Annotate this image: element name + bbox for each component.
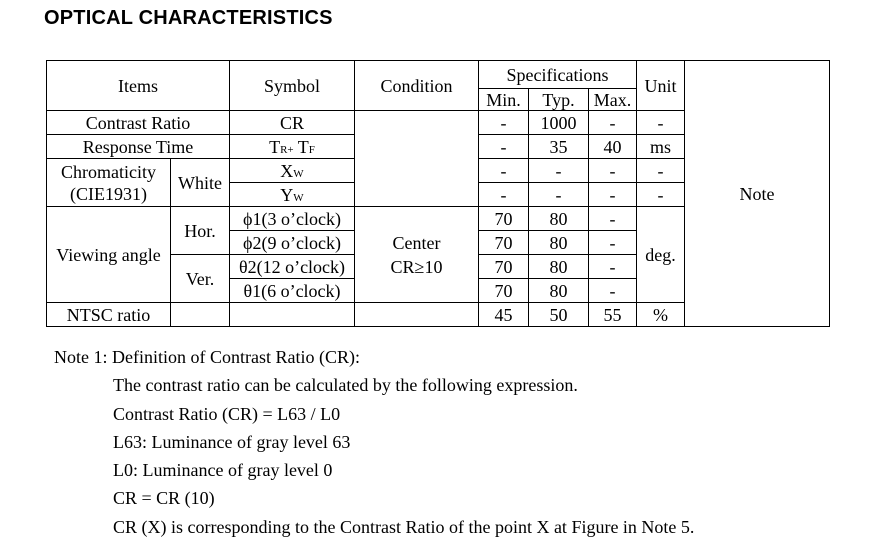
symbol-theta1: θ1(6 o’clock) bbox=[230, 279, 355, 303]
ntsc-condition-empty bbox=[355, 303, 479, 327]
note-1-heading: Note 1: Definition of Contrast Ratio (CR): bbox=[54, 347, 360, 367]
ntsc-unit: % bbox=[637, 303, 685, 327]
viewing-unit: deg. bbox=[637, 207, 685, 303]
theta1-min: 70 bbox=[479, 279, 529, 303]
contrast-max: - bbox=[589, 111, 637, 135]
symbol-cr: CR bbox=[230, 111, 355, 135]
symbol-theta2: θ2(12 o’clock) bbox=[230, 255, 355, 279]
xw-typ: - bbox=[529, 159, 589, 183]
theta2-typ: 80 bbox=[529, 255, 589, 279]
response-min: - bbox=[479, 135, 529, 159]
note-1-line: The contrast ratio can be calculated by the following expression. bbox=[113, 375, 578, 396]
header-condition: Condition bbox=[355, 61, 479, 111]
phi2-typ: 80 bbox=[529, 231, 589, 255]
ntsc-blank bbox=[171, 303, 230, 327]
ntsc-min: 45 bbox=[479, 303, 529, 327]
header-specifications: Specifications bbox=[479, 61, 637, 89]
phi2-min: 70 bbox=[479, 231, 529, 255]
header-min: Min. bbox=[479, 89, 529, 111]
item-white: White bbox=[171, 159, 230, 207]
header-symbol: Symbol bbox=[230, 61, 355, 111]
ntsc-max: 55 bbox=[589, 303, 637, 327]
symbol-xw: XW bbox=[230, 159, 355, 183]
section-title: OPTICAL CHARACTERISTICS bbox=[44, 7, 333, 29]
response-max: 40 bbox=[589, 135, 637, 159]
symbol-response: TR+ TF bbox=[230, 135, 355, 159]
theta1-typ: 80 bbox=[529, 279, 589, 303]
header-typ: Typ. bbox=[529, 89, 589, 111]
symbol-phi2: ϕ2(9 o’clock) bbox=[230, 231, 355, 255]
header-items: Items bbox=[47, 61, 230, 111]
header-unit: Unit bbox=[637, 61, 685, 111]
item-chromaticity: Chromaticity (CIE1931) bbox=[47, 159, 171, 207]
item-contrast: Contrast Ratio bbox=[47, 111, 230, 135]
xw-max: - bbox=[589, 159, 637, 183]
note-1-line: L0: Luminance of gray level 0 bbox=[113, 460, 333, 481]
contrast-min: - bbox=[479, 111, 529, 135]
contrast-typ: 1000 bbox=[529, 111, 589, 135]
item-viewing-angle: Viewing angle bbox=[47, 207, 171, 303]
theta2-max: - bbox=[589, 255, 637, 279]
note-1-line: L63: Luminance of gray level 63 bbox=[113, 431, 351, 452]
condition-empty bbox=[355, 111, 479, 207]
ntsc-symbol-empty bbox=[230, 303, 355, 327]
response-unit: ms bbox=[637, 135, 685, 159]
phi1-typ: 80 bbox=[529, 207, 589, 231]
note-1-line: CR = CR (10) bbox=[113, 488, 215, 509]
response-typ: 35 bbox=[529, 135, 589, 159]
optical-spec-table bbox=[46, 60, 830, 327]
note-1-line: Contrast Ratio (CR) = L63 / L0 bbox=[113, 403, 341, 424]
item-hor: Hor. bbox=[171, 207, 230, 255]
note-1-line: CR (X) is corresponding to the Contrast Ratio of the point X at Figure in Note 5. bbox=[113, 516, 695, 537]
symbol-yw: YW bbox=[230, 183, 355, 207]
yw-min: - bbox=[479, 183, 529, 207]
contrast-unit: - bbox=[637, 111, 685, 135]
item-ntsc: NTSC ratio bbox=[47, 303, 171, 327]
item-response: Response Time bbox=[47, 135, 230, 159]
condition-center: Center CR≥10 bbox=[355, 207, 479, 303]
ntsc-typ: 50 bbox=[529, 303, 589, 327]
phi1-max: - bbox=[589, 207, 637, 231]
note-cell: Note bbox=[685, 61, 830, 327]
yw-unit: - bbox=[637, 183, 685, 207]
theta2-min: 70 bbox=[479, 255, 529, 279]
yw-typ: - bbox=[529, 183, 589, 207]
item-ver: Ver. bbox=[171, 255, 230, 303]
phi2-max: - bbox=[589, 231, 637, 255]
xw-unit: - bbox=[637, 159, 685, 183]
yw-max: - bbox=[589, 183, 637, 207]
theta1-max: - bbox=[589, 279, 637, 303]
note-1-block bbox=[54, 343, 694, 541]
header-max: Max. bbox=[589, 89, 637, 111]
table-header-row bbox=[47, 61, 830, 89]
xw-min: - bbox=[479, 159, 529, 183]
symbol-phi1: ϕ1(3 o’clock) bbox=[230, 207, 355, 231]
phi1-min: 70 bbox=[479, 207, 529, 231]
